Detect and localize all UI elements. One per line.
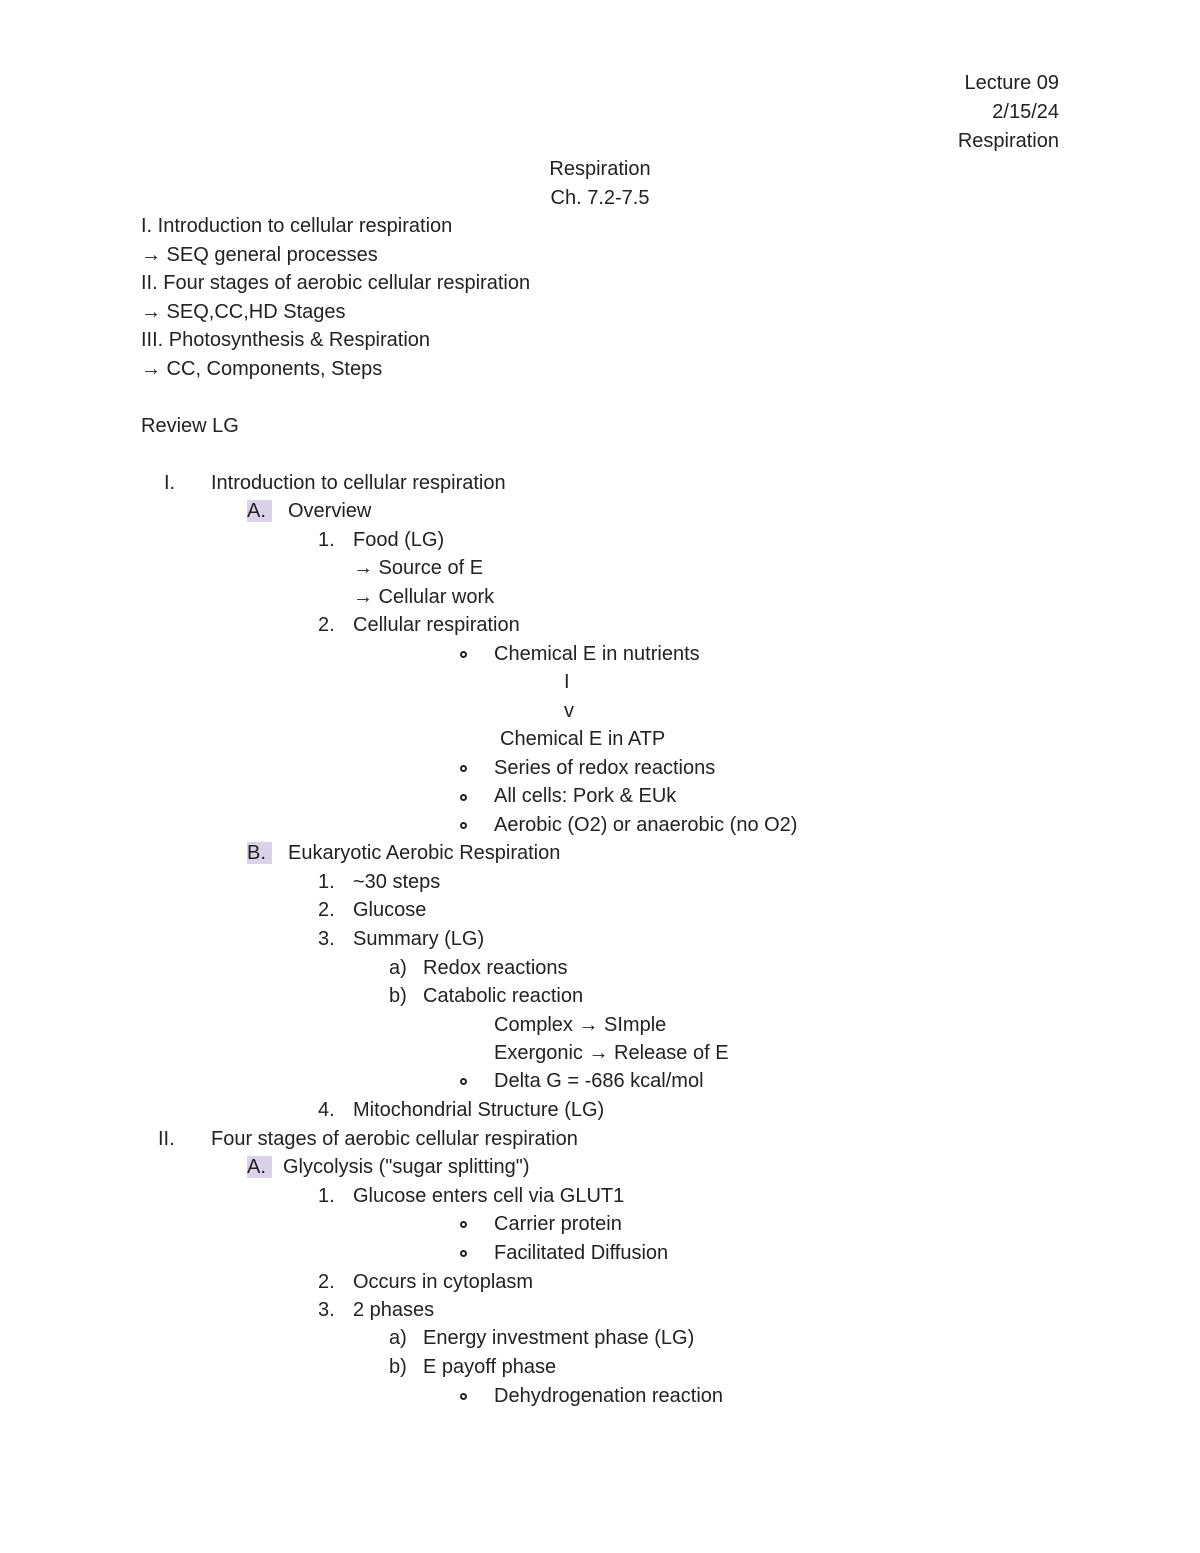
outline-number: 2.: [318, 899, 335, 921]
overview-item: → SEQ,CC,HD Stages: [141, 301, 346, 323]
bullet-icon: [460, 1221, 467, 1228]
outline-letter-lower: a): [389, 1327, 407, 1349]
bullet-text: Series of redox reactions: [494, 757, 716, 779]
outline-item: Glucose enters cell via GLUT1: [353, 1185, 625, 1207]
outline-note: Complex → SImple: [494, 1014, 667, 1036]
outline-number: II.: [158, 1128, 175, 1150]
outline-letter-lower: a): [389, 957, 407, 979]
outline-item: E payoff phase: [423, 1356, 557, 1378]
outline-number: 1.: [318, 871, 335, 893]
bullet-icon: [460, 651, 467, 658]
outline-item: Food (LG): [353, 529, 445, 551]
bullet-text: Delta G = -686 kcal/mol: [494, 1070, 704, 1092]
bullet-text: Chemical E in nutrients: [494, 643, 700, 665]
bullet-icon: [460, 1078, 467, 1085]
outline-letter: [247, 841, 272, 865]
outline-item: Glucose: [353, 899, 427, 921]
chapter-range: Ch. 7.2-7.5: [550, 187, 650, 209]
outline-item: Energy investment phase (LG): [423, 1327, 695, 1349]
outline-item: Redox reactions: [423, 957, 568, 979]
outline-heading: Four stages of aerobic cellular respiration: [211, 1128, 578, 1150]
header-topic: Respiration: [957, 130, 1059, 152]
outline-item: Occurs in cytoplasm: [353, 1271, 534, 1293]
outline-number: 3.: [318, 1299, 335, 1321]
outline-letter: [247, 1155, 272, 1179]
overview-item: III. Photosynthesis & Respiration: [141, 329, 431, 351]
overview-item: I. Introduction to cellular respiration: [141, 215, 453, 237]
outline-number: 2.: [318, 1271, 335, 1293]
outline-item: Mitochondrial Structure (LG): [353, 1099, 605, 1121]
bullet-text: Aerobic (O2) or anaerobic (no O2): [494, 814, 798, 836]
outline-number: 3.: [318, 928, 335, 950]
arrow-head: v: [564, 700, 574, 722]
header-date: 2/15/24: [992, 101, 1059, 123]
arrow-shaft: I: [564, 671, 570, 693]
page-title: Respiration: [549, 158, 651, 180]
bullet-text: Facilitated Diffusion: [494, 1242, 669, 1264]
outline-number: I.: [164, 472, 176, 494]
outline-heading: Introduction to cellular respiration: [211, 472, 506, 494]
overview-item: → SEQ general processes: [141, 244, 378, 266]
bullet-icon: [460, 794, 467, 801]
header-lecture: Lecture 09: [964, 72, 1059, 94]
bullet-icon: [460, 1250, 467, 1257]
outline-number: 4.: [318, 1099, 335, 1121]
outline-subheading: Eukaryotic Aerobic Respiration: [288, 842, 561, 864]
highlighted-letter: A.: [247, 500, 272, 522]
bullet-icon: [460, 1393, 467, 1400]
outline-note: → Source of E: [353, 557, 484, 579]
outline-item: 2 phases: [353, 1299, 435, 1321]
review-heading: Review LG: [141, 415, 239, 437]
highlighted-letter: B.: [247, 842, 272, 864]
outline-subheading: Glycolysis ("sugar splitting"): [283, 1156, 530, 1178]
highlighted-letter: A.: [247, 1156, 272, 1178]
outline-subheading: Overview: [288, 500, 372, 522]
outline-item: ~30 steps: [353, 871, 441, 893]
outline-item: Cellular respiration: [353, 614, 520, 636]
outline-item: Catabolic reaction: [423, 985, 584, 1007]
outline-letter-lower: b): [389, 985, 407, 1007]
outline-number: 2.: [318, 614, 335, 636]
bullet-icon: [460, 822, 467, 829]
overview-item: II. Four stages of aerobic cellular respiration: [141, 272, 531, 294]
arrow-result: Chemical E in ATP: [500, 728, 666, 750]
bullet-text: Carrier protein: [494, 1213, 622, 1235]
outline-number: 1.: [318, 1185, 335, 1207]
bullet-icon: [460, 765, 467, 772]
outline-item: Summary (LG): [353, 928, 485, 950]
outline-letter-lower: b): [389, 1356, 407, 1378]
bullet-text: Dehydrogenation reaction: [494, 1385, 724, 1407]
overview-item: → CC, Components, Steps: [141, 358, 383, 380]
bullet-text: All cells: Pork & EUk: [494, 785, 677, 807]
outline-number: 1.: [318, 529, 335, 551]
outline-note: Exergonic → Release of E: [494, 1042, 729, 1064]
outline-letter: [247, 499, 272, 523]
outline-note: → Cellular work: [353, 586, 495, 608]
